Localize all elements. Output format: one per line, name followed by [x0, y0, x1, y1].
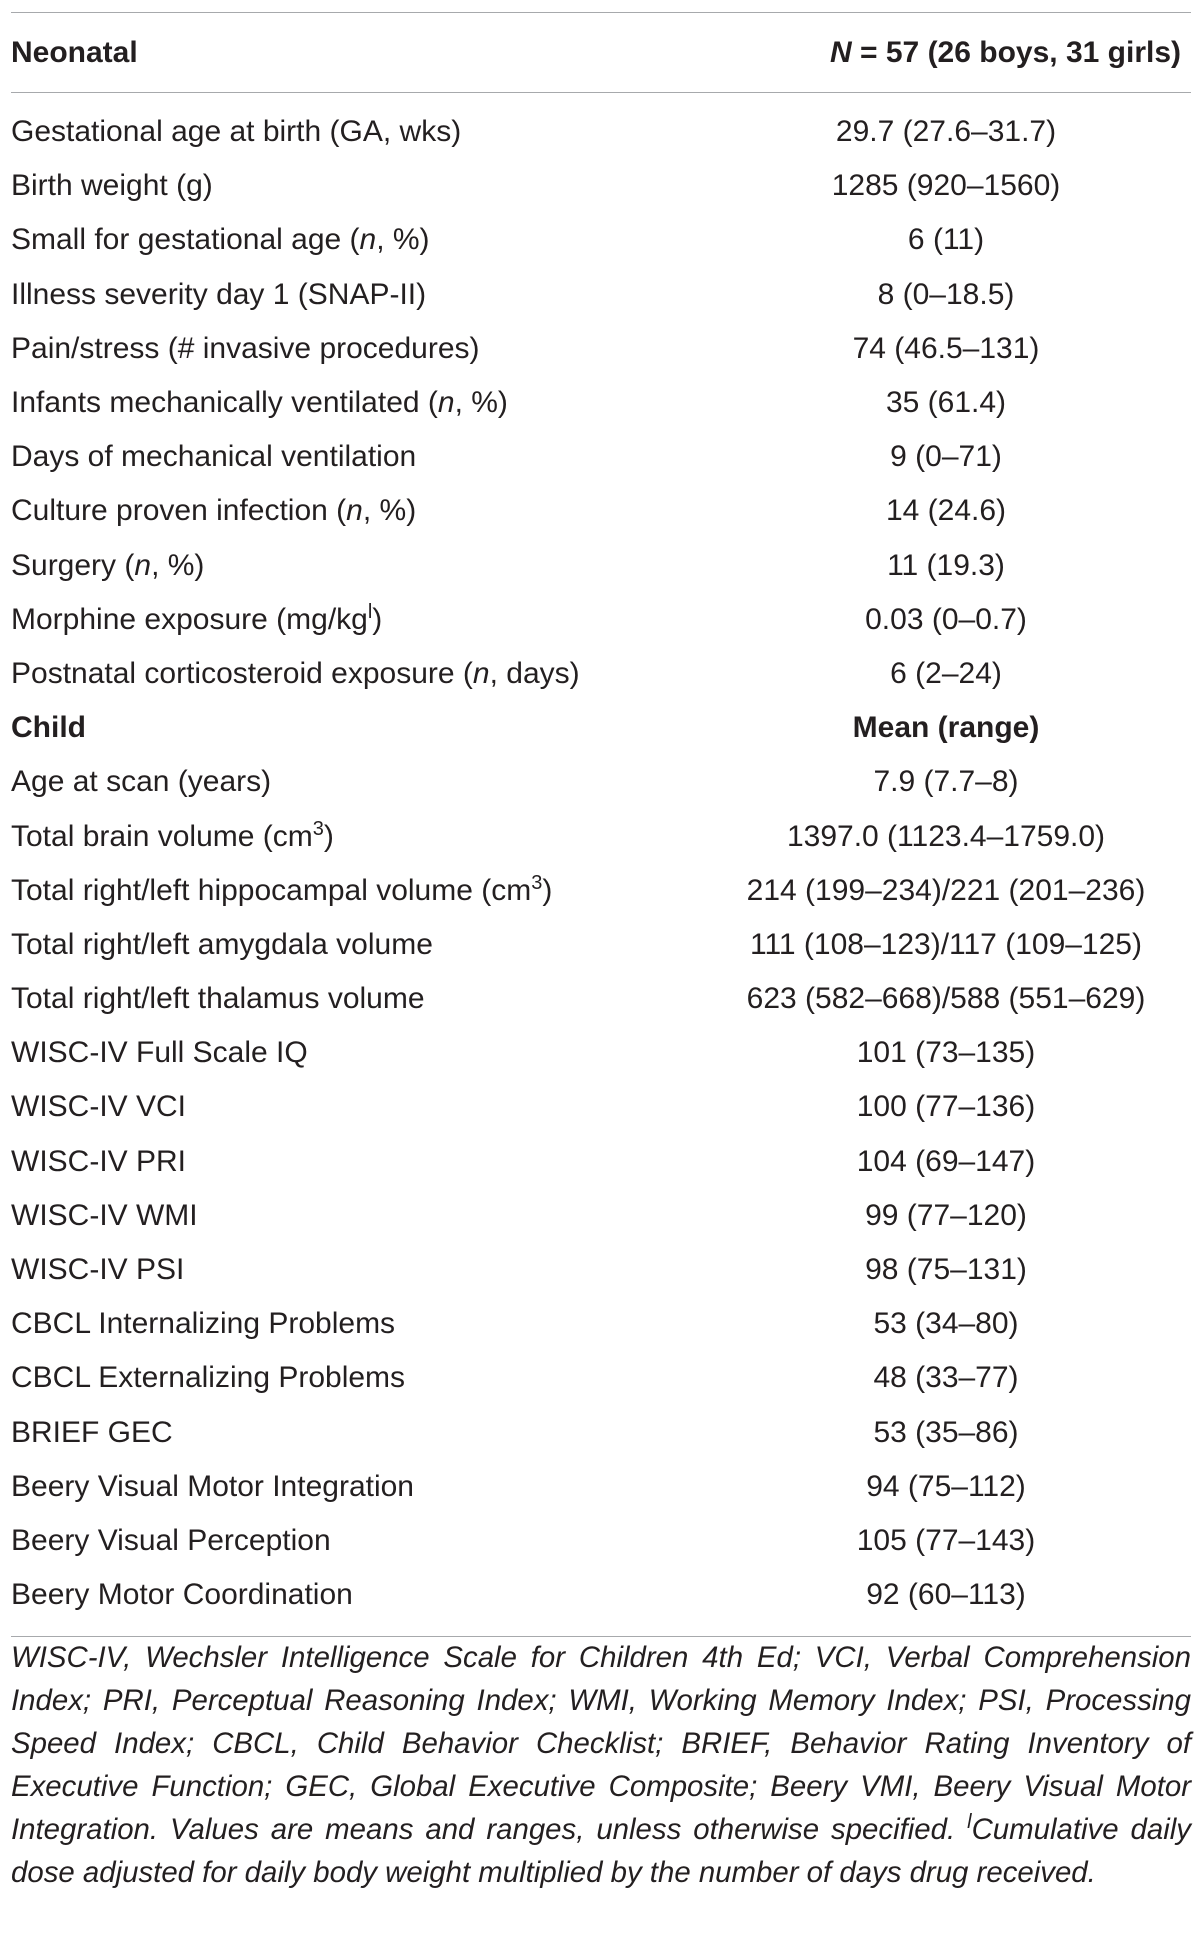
row-label: Age at scan (years) — [11, 765, 272, 799]
row-value: 98 (75–131) — [865, 1253, 1027, 1287]
table-row — [11, 809, 1191, 863]
table-row — [11, 1080, 1191, 1134]
row-label — [11, 494, 711, 528]
row-label-superscript: l — [367, 600, 373, 623]
child-header-row — [11, 701, 1191, 755]
row-value: 111 (108–123)/117 (109–125) — [750, 927, 1142, 961]
row-value: 74 (46.5–131) — [852, 331, 1040, 365]
table-footnote — [11, 1636, 1191, 1894]
row-label — [11, 600, 711, 637]
table-row — [11, 376, 1191, 430]
table-row — [11, 1460, 1191, 1514]
row-label-post: , %) — [151, 548, 205, 582]
row-label-pre: Culture proven infection ( — [11, 494, 347, 528]
header-n: N — [830, 35, 852, 69]
row-label: WISC-IV VCI — [11, 1090, 187, 1124]
row-label-pre: Morphine exposure (mg/kg — [11, 602, 368, 636]
row-label: WISC-IV PSI — [11, 1253, 185, 1287]
row-label-pre: Surgery ( — [11, 548, 135, 582]
row-label: Beery Visual Motor Integration — [11, 1469, 414, 1503]
table-row — [11, 1514, 1191, 1568]
row-label: Beery Motor Coordination — [11, 1578, 353, 1612]
table-body — [11, 93, 1191, 1636]
row-value: 8 (0–18.5) — [877, 277, 1015, 311]
row-value: 105 (77–143) — [856, 1523, 1036, 1557]
row-label: CBCL Internalizing Problems — [11, 1307, 396, 1341]
row-label-italic: n — [472, 656, 490, 690]
table-row — [11, 1351, 1191, 1405]
row-label-italic: n — [134, 548, 152, 582]
table-row — [11, 755, 1191, 809]
row-value: 11 (19.3) — [887, 548, 1005, 582]
row-label-superscript: 3 — [531, 871, 543, 894]
table-row — [11, 1406, 1191, 1460]
row-value: 101 (73–135) — [856, 1036, 1036, 1070]
row-label: Total right/left amygdala volume — [11, 927, 433, 961]
table-header-row — [11, 13, 1191, 92]
row-value: 0.03 (0–0.7) — [865, 602, 1027, 636]
table-row — [11, 484, 1191, 538]
row-value: 7.9 (7.7–8) — [873, 765, 1019, 799]
row-value: 35 (61.4) — [885, 386, 1007, 420]
row-value: 14 (24.6) — [885, 494, 1007, 528]
row-label — [11, 817, 711, 854]
table-row — [11, 864, 1191, 918]
footnote-main: WISC-IV, Wechsler Intelligence Scale for Children 4th Ed; VCI, Verbal Comprehension Index; PRI, Perceptual Reasoning Index; WMI, Working Memory Index; PSI, Processing Speed Index; CBCL, Child Behavior Checklist; BRIEF, Behavior Rating Inventory of Executive Function; GEC, Global Executive Composite; Beery VMI, Beery Visual Motor Integration. Values are means and ranges, unless otherwise specified. — [11, 1641, 1191, 1846]
row-label-post: , %) — [362, 494, 417, 528]
row-label-post: , %) — [454, 386, 508, 420]
row-label-post: , days) — [489, 656, 580, 690]
row-value: 99 (77–120) — [865, 1198, 1027, 1232]
row-value: 92 (60–113) — [866, 1578, 1026, 1612]
row-label: CBCL Externalizing Problems — [11, 1361, 406, 1395]
row-value: 623 (582–668)/588 (551–629) — [746, 982, 1146, 1016]
table-row — [11, 105, 1191, 159]
row-label: BRIEF GEC — [11, 1415, 173, 1449]
table-row — [11, 918, 1191, 972]
table-row — [11, 593, 1191, 647]
row-label — [11, 549, 711, 583]
row-label-pre: Infants mechanically ventilated ( — [11, 386, 438, 420]
row-label: WISC-IV PRI — [11, 1144, 187, 1178]
row-value: 104 (69–147) — [856, 1144, 1036, 1178]
row-value: 53 (35–86) — [873, 1415, 1019, 1449]
row-label: Gestational age at birth (GA, wks) — [11, 115, 462, 149]
row-label-post: ) — [323, 819, 334, 853]
child-header-value: Mean (range) — [852, 711, 1040, 745]
row-label-pre: Total brain volume (cm — [11, 819, 313, 853]
header-label: Neonatal — [11, 35, 138, 69]
row-label-superscript: 3 — [312, 817, 324, 840]
table-row — [11, 1189, 1191, 1243]
row-value: 6 (2–24) — [890, 656, 1002, 690]
row-value: 1397.0 (1123.4–1759.0) — [786, 819, 1106, 853]
row-label: Birth weight (g) — [11, 169, 213, 203]
child-header-label: Child — [11, 711, 86, 745]
row-value: 53 (34–80) — [873, 1307, 1019, 1341]
header-value — [711, 36, 1187, 70]
row-label-pre: Small for gestational age ( — [11, 223, 360, 257]
table-row — [11, 322, 1191, 376]
table-row — [11, 1243, 1191, 1297]
footnote-tail: Cumulative daily dose adjusted for daily body weight multiplied by the number of days drug received. — [11, 1813, 1191, 1889]
table-row — [11, 972, 1191, 1026]
row-value: 214 (199–234)/221 (201–236) — [746, 873, 1146, 907]
row-value: 29.7 (27.6–31.7) — [835, 115, 1057, 149]
row-label-italic: n — [346, 494, 363, 528]
row-label: Illness severity day 1 (SNAP-II) — [11, 277, 427, 311]
row-label-pre: Total right/left hippocampal volume (cm — [11, 873, 532, 907]
row-label: WISC-IV WMI — [11, 1198, 198, 1232]
row-value: 100 (77–136) — [856, 1090, 1036, 1124]
table-row — [11, 1026, 1191, 1080]
row-label-italic: n — [437, 386, 455, 420]
data-table — [11, 12, 1191, 1637]
table-row — [11, 647, 1191, 701]
row-label — [11, 657, 711, 691]
row-label — [11, 386, 711, 420]
row-value: 48 (33–77) — [873, 1361, 1019, 1395]
table-row — [11, 159, 1191, 213]
table-row — [11, 1135, 1191, 1189]
row-label-post: , %) — [376, 223, 430, 257]
table-row — [11, 213, 1191, 267]
footnote-sup-marker: l — [967, 1811, 972, 1834]
row-value: 94 (75–112) — [866, 1469, 1026, 1503]
header-n-rest: = 57 (26 boys, 31 girls) — [851, 35, 1181, 69]
table-row — [11, 268, 1191, 322]
table-row — [11, 1568, 1191, 1622]
row-label: Pain/stress (# invasive procedures) — [11, 331, 480, 365]
row-label: Total right/left thalamus volume — [11, 982, 425, 1016]
row-value: 9 (0–71) — [890, 440, 1002, 474]
row-label: Days of mechanical ventilation — [11, 440, 417, 474]
row-value: 1285 (920–1560) — [831, 169, 1061, 203]
table-row — [11, 1297, 1191, 1351]
row-label-post: ) — [372, 602, 383, 636]
row-label-pre: Postnatal corticosteroid exposure ( — [11, 656, 473, 690]
table-row — [11, 430, 1191, 484]
row-label — [11, 223, 711, 257]
row-label: Beery Visual Perception — [11, 1523, 331, 1557]
row-label — [11, 871, 711, 908]
table-row — [11, 539, 1191, 593]
row-label-post: ) — [542, 873, 553, 907]
row-value: 6 (11) — [907, 223, 985, 257]
row-label: WISC-IV Full Scale IQ — [11, 1036, 308, 1070]
row-label-italic: n — [359, 223, 377, 257]
